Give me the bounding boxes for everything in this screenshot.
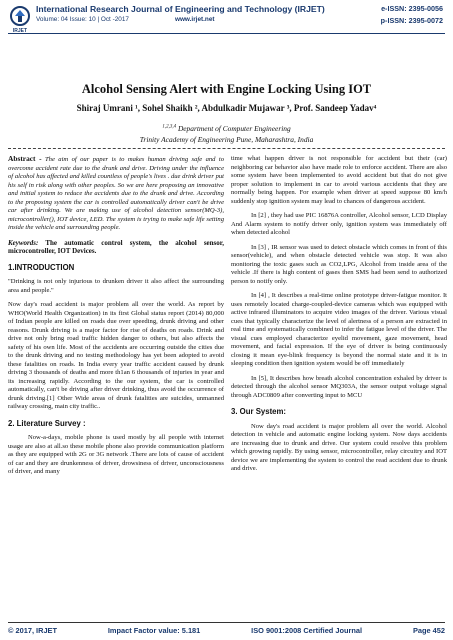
reference-2-paragraph: In [2] , they had use PIC 16876A controller, Alcohol sensor, LCD Display And Alarm system to notify driver only, ignition system was immediately off when detected alcohol (231, 212, 447, 236)
journal-volume: Volume: 04 Issue: 10 | Oct -2017 (36, 16, 129, 23)
journal-volume-line (36, 16, 215, 23)
intro-paragraph: Now day's road accident is major problem all over the world. As report by WHO(World Health Organization) in its first Global status report (2014) 80,000 of Indian people are killed on roads due over speeding, drunk driving and other reasons. Drunk driving is a major factor for rise of deaths on roads. Drink and drive not only bring road traffic hidden danger to others, but also affects the safety of his own life. Most of the accidents are occurring outside the cities due to the drunk driving and no testing methodology has yet been adopted to avoid these fatalities on roads. In India every year traffic accident caused by drunk driving 3 thousands of deaths and more th1an 6 thousands of injuries in year and its increasing rapidly. According to the our system, the car is controlled automatically, can't be driving after driver drinking, thus avoid the occurrence of drunk driving.[1] Other Wide areas of drunk fatalities are suicides, unmanned railway crossing, main city traffic.. (8, 301, 224, 410)
literature-heading: 2. Literature Survey : (8, 418, 86, 428)
p-issn: p-ISSN: 2395-0072 (380, 16, 443, 25)
author-list: Shiraj Umrani ¹, Sohel Shaikh ², Abdulkadir Mujawar ³, Prof. Sandeep Yadav⁴ (76, 103, 377, 113)
header-rule (8, 33, 445, 34)
affiliation-institution: Trinity Academy of Engineering Pune, Maharashtra, India (139, 135, 314, 144)
logo-text: IRJET (12, 28, 28, 34)
abstract-text: The aim of our paper is to makes human driving safe and to overcome accident rate due to the drunk and drive. Driving under the influence of alcohol has affected and killed countless of people's lives . due drink driver put his self in risk along with other peoples. So we are here proposing an innovative and initial system to reduce the accidents due to the drunk and drive. According to the proposing system the car is controlled automatically driver can't be drive car after drinking. We are making use of alcohol detection sensor(MQ-3), microcontroller(), IOT device, LED. The system is trying to make safe life setting inside the vehicle and surrounding people. (8, 156, 224, 231)
literature-paragraph: Now-a-days, mobile phone is used mostly by all people with internet usage are also at all.so these mobile phone also provide communication platform as they are equipped with 2G or 3G network .There are lots of cause of accident of car and they are drunkenness of driver, drowsiness of driver, unconsciousness of driver, and many (8, 434, 224, 475)
keywords-text: The automatic control system, the alcohol sensor, microcontroller, IOT Devices. (8, 238, 224, 255)
footer-iso: ISO 9001:2008 Certified Journal (251, 626, 363, 635)
affiliation-dept (0, 124, 453, 133)
system-paragraph: Now day's road accident is major problem all over the world. Alcohol detection in vehicle and automatic engine locking system. Now days accidents are increasing due to drunk and drive. Our system could resolve this problem which growing rapidly. By using sensor, microcontroller, relay circuitry and IOT device we are implementing the system to control the read accident due to drunk and drive. (231, 422, 447, 472)
intro-quote: "Drinking is not only injurious to drunken driver it also affect the surrounding area and people." (8, 278, 224, 294)
paper-title: Alcohol Sensing Alert with Engine Locking Using IOT (81, 82, 372, 96)
right-column (231, 155, 447, 480)
abstract-label: Abstract - (8, 154, 42, 163)
system-heading: 3. Our System: (231, 407, 287, 416)
affiliation-dept-text: Department of Computer Engineering (176, 124, 291, 133)
reference-5-paragraph: In [5], It describes how breath alcohol concentration exhaled by driver is detected through the alcohol sensor MQ303A, the sensor output voltage signal through ADC0809 after converting input to MCU (231, 374, 447, 399)
footer-copyright: © 2017, IRJET (8, 626, 57, 635)
affiliation-marks: 1,2,3,4 (162, 124, 177, 130)
journal-name: International Research Journal of Engineering and Technology (IRJET) (36, 4, 325, 14)
footer-rule (8, 622, 445, 623)
footer-page-number: Page 452 (412, 626, 445, 635)
journal-website: www.irjet.net (174, 16, 215, 23)
keywords-label: Keywords: (8, 238, 39, 247)
footer-impact-factor: Impact Factor value: 5.181 (107, 626, 201, 635)
e-issn: e-ISSN: 2395-0056 (381, 4, 443, 13)
left-column (8, 155, 224, 483)
reference-3-paragraph: In [3] , IR sensor was used to detect obstacle which comes in front of this sensor(vehicle), and when obstacle detected vehicle was stop. It was also monitoring the toxic gases such as CO2,LPG, Alcohol from inside area of the vehicle .If there is high content of gases then SMS had been send to authorized person to notify only. (231, 243, 447, 285)
intro-heading: 1.INTRODUCTION (8, 262, 75, 272)
section-separator (8, 148, 445, 149)
page-footer (8, 626, 445, 635)
keywords (8, 239, 224, 256)
abstract (8, 155, 224, 233)
irjet-logo-icon (9, 4, 31, 34)
reference-4-paragraph: In [4] , It describes a real-time online prototype driver-fatigue monitor. It uses remotely located charge-coupled-device cameras which was equipped with active infrared illuminators to acquire video images of the driver. Various visual cues that typically characterize the level of alertness of a person are extracted in real time and systematically combined to infer the fatigue level of the driver. The visual cues employed characterize eyelid movement, gaze movement, head movement, and facial expression. If the eye of driver is being continuously closing it mean eye-blink frequency is beyond the normal state and it is in sleeping condition then ignition system would be off immediately (231, 292, 447, 367)
literature-continued: time what happen driver is not responsible for accident but their (car) neighboring car behavior also have made role to enforce accident. There are also some system have been implemented to avoid accident but that do not give proper solution to implement in car to avoid various accidents that they are normally being happen. For example when driver at speed suppose 80 km/h suddenly stop ignition system may lead to chances of dangerous accident. (231, 155, 447, 205)
journal-header (0, 0, 453, 40)
